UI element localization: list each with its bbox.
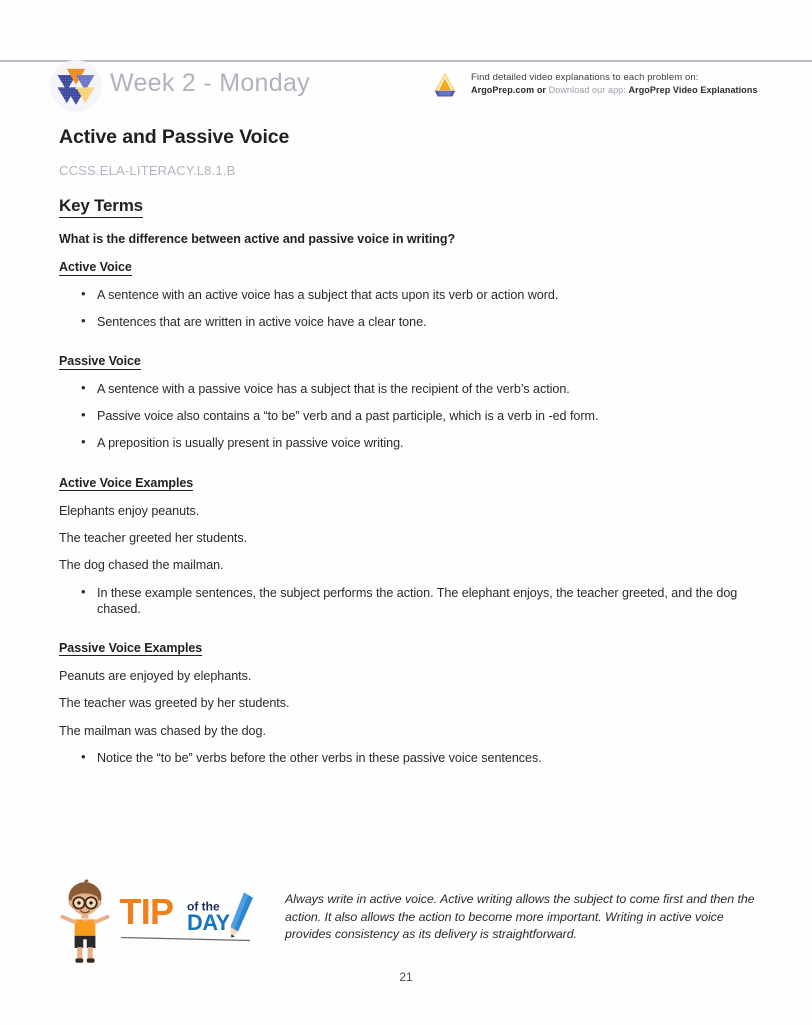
subsection-active-voice-head xyxy=(59,258,764,276)
page-title: Active and Passive Voice xyxy=(59,126,290,148)
example-sentence: The mailman was chased by the dog. xyxy=(59,723,266,738)
standard-code: CCSS.ELA-LITERACY.L8.1.B xyxy=(59,163,236,178)
of-the-word: of the xyxy=(187,899,220,914)
promo-brand: ArgoPrep.com xyxy=(471,85,535,96)
key-terms-heading: Key Terms xyxy=(59,196,143,218)
tip-of-the-day-section xyxy=(59,878,759,970)
key-question: What is the difference between active and passive voice in writing? xyxy=(59,232,456,246)
active-examples-bullets xyxy=(59,585,764,617)
list-item: • Passive voice also contains a “to be” verb and a past participle, which is a verb in -ed form. xyxy=(59,408,764,424)
example-sentence: Peanuts are enjoyed by elephants. xyxy=(59,668,252,683)
day-word: DAY xyxy=(187,910,230,935)
promo-text-block xyxy=(471,71,758,98)
page-number: 21 xyxy=(399,970,413,984)
list-item: • Sentences that are written in active voice have a clear tone. xyxy=(59,314,764,330)
sub-heading: Active Voice Examples xyxy=(59,475,194,490)
passive-voice-bullets xyxy=(59,381,764,451)
subsection-active-examples-head xyxy=(59,474,764,492)
worksheet-content xyxy=(59,126,764,777)
list-item: • A sentence with an active voice has a subject that acts upon its verb or action word. xyxy=(59,287,764,303)
sub-heading: Passive Voice xyxy=(59,354,141,369)
video-promo[interactable] xyxy=(428,67,758,101)
promo-line-2 xyxy=(471,84,758,97)
week-label: Week 2 - Monday xyxy=(110,69,310,97)
tip-text: Always write in active voice. Active writing allows the subject to come first and then the action. It also allows the action to become more important. Writing in active voice provides consistency as its delivery is straightforward. xyxy=(285,892,755,942)
sub-heading: Active Voice xyxy=(59,260,132,274)
tip-word: TIP xyxy=(119,891,174,932)
sub-heading: Passive Voice Examples xyxy=(59,640,203,655)
list-item: • A sentence with a passive voice has a subject that is the recipient of the verb’s action. xyxy=(59,381,764,397)
argoprep-triangle-icon xyxy=(428,67,462,101)
hexagon-logo-svg xyxy=(54,64,98,108)
example-sentence: The teacher greeted her students. xyxy=(59,530,248,545)
example-sentence: The teacher was greeted by her students. xyxy=(59,696,290,711)
boy-with-glasses-mascot xyxy=(59,878,111,966)
example-sentence: The dog chased the mailman. xyxy=(59,558,224,573)
promo-app-name: ArgoPrep Video Explanations xyxy=(628,85,758,96)
active-voice-bullets xyxy=(59,287,764,330)
promo-or: or xyxy=(534,85,549,96)
promo-line-1: Find detailed video explanations to each problem on: xyxy=(471,71,699,83)
subsection-passive-voice-head xyxy=(59,352,764,370)
promo-download-label: Download our app: xyxy=(548,85,626,96)
example-sentence: Elephants enjoy peanuts. xyxy=(59,503,200,518)
list-item: • A preposition is usually present in passive voice writing. xyxy=(59,435,764,451)
tip-of-the-day-logo xyxy=(117,888,269,954)
argoprep-hexagon-logo xyxy=(50,60,102,112)
passive-examples-bullets xyxy=(59,750,764,766)
page-header xyxy=(0,58,812,116)
list-item: • Notice the “to be” verbs before the other verbs in these passive voice sentences. xyxy=(59,750,764,766)
list-item: • In these example sentences, the subject performs the action. The elephant enjoys, the teacher greeted, and the dog chased. xyxy=(59,585,764,617)
subsection-passive-examples-head xyxy=(59,639,764,657)
